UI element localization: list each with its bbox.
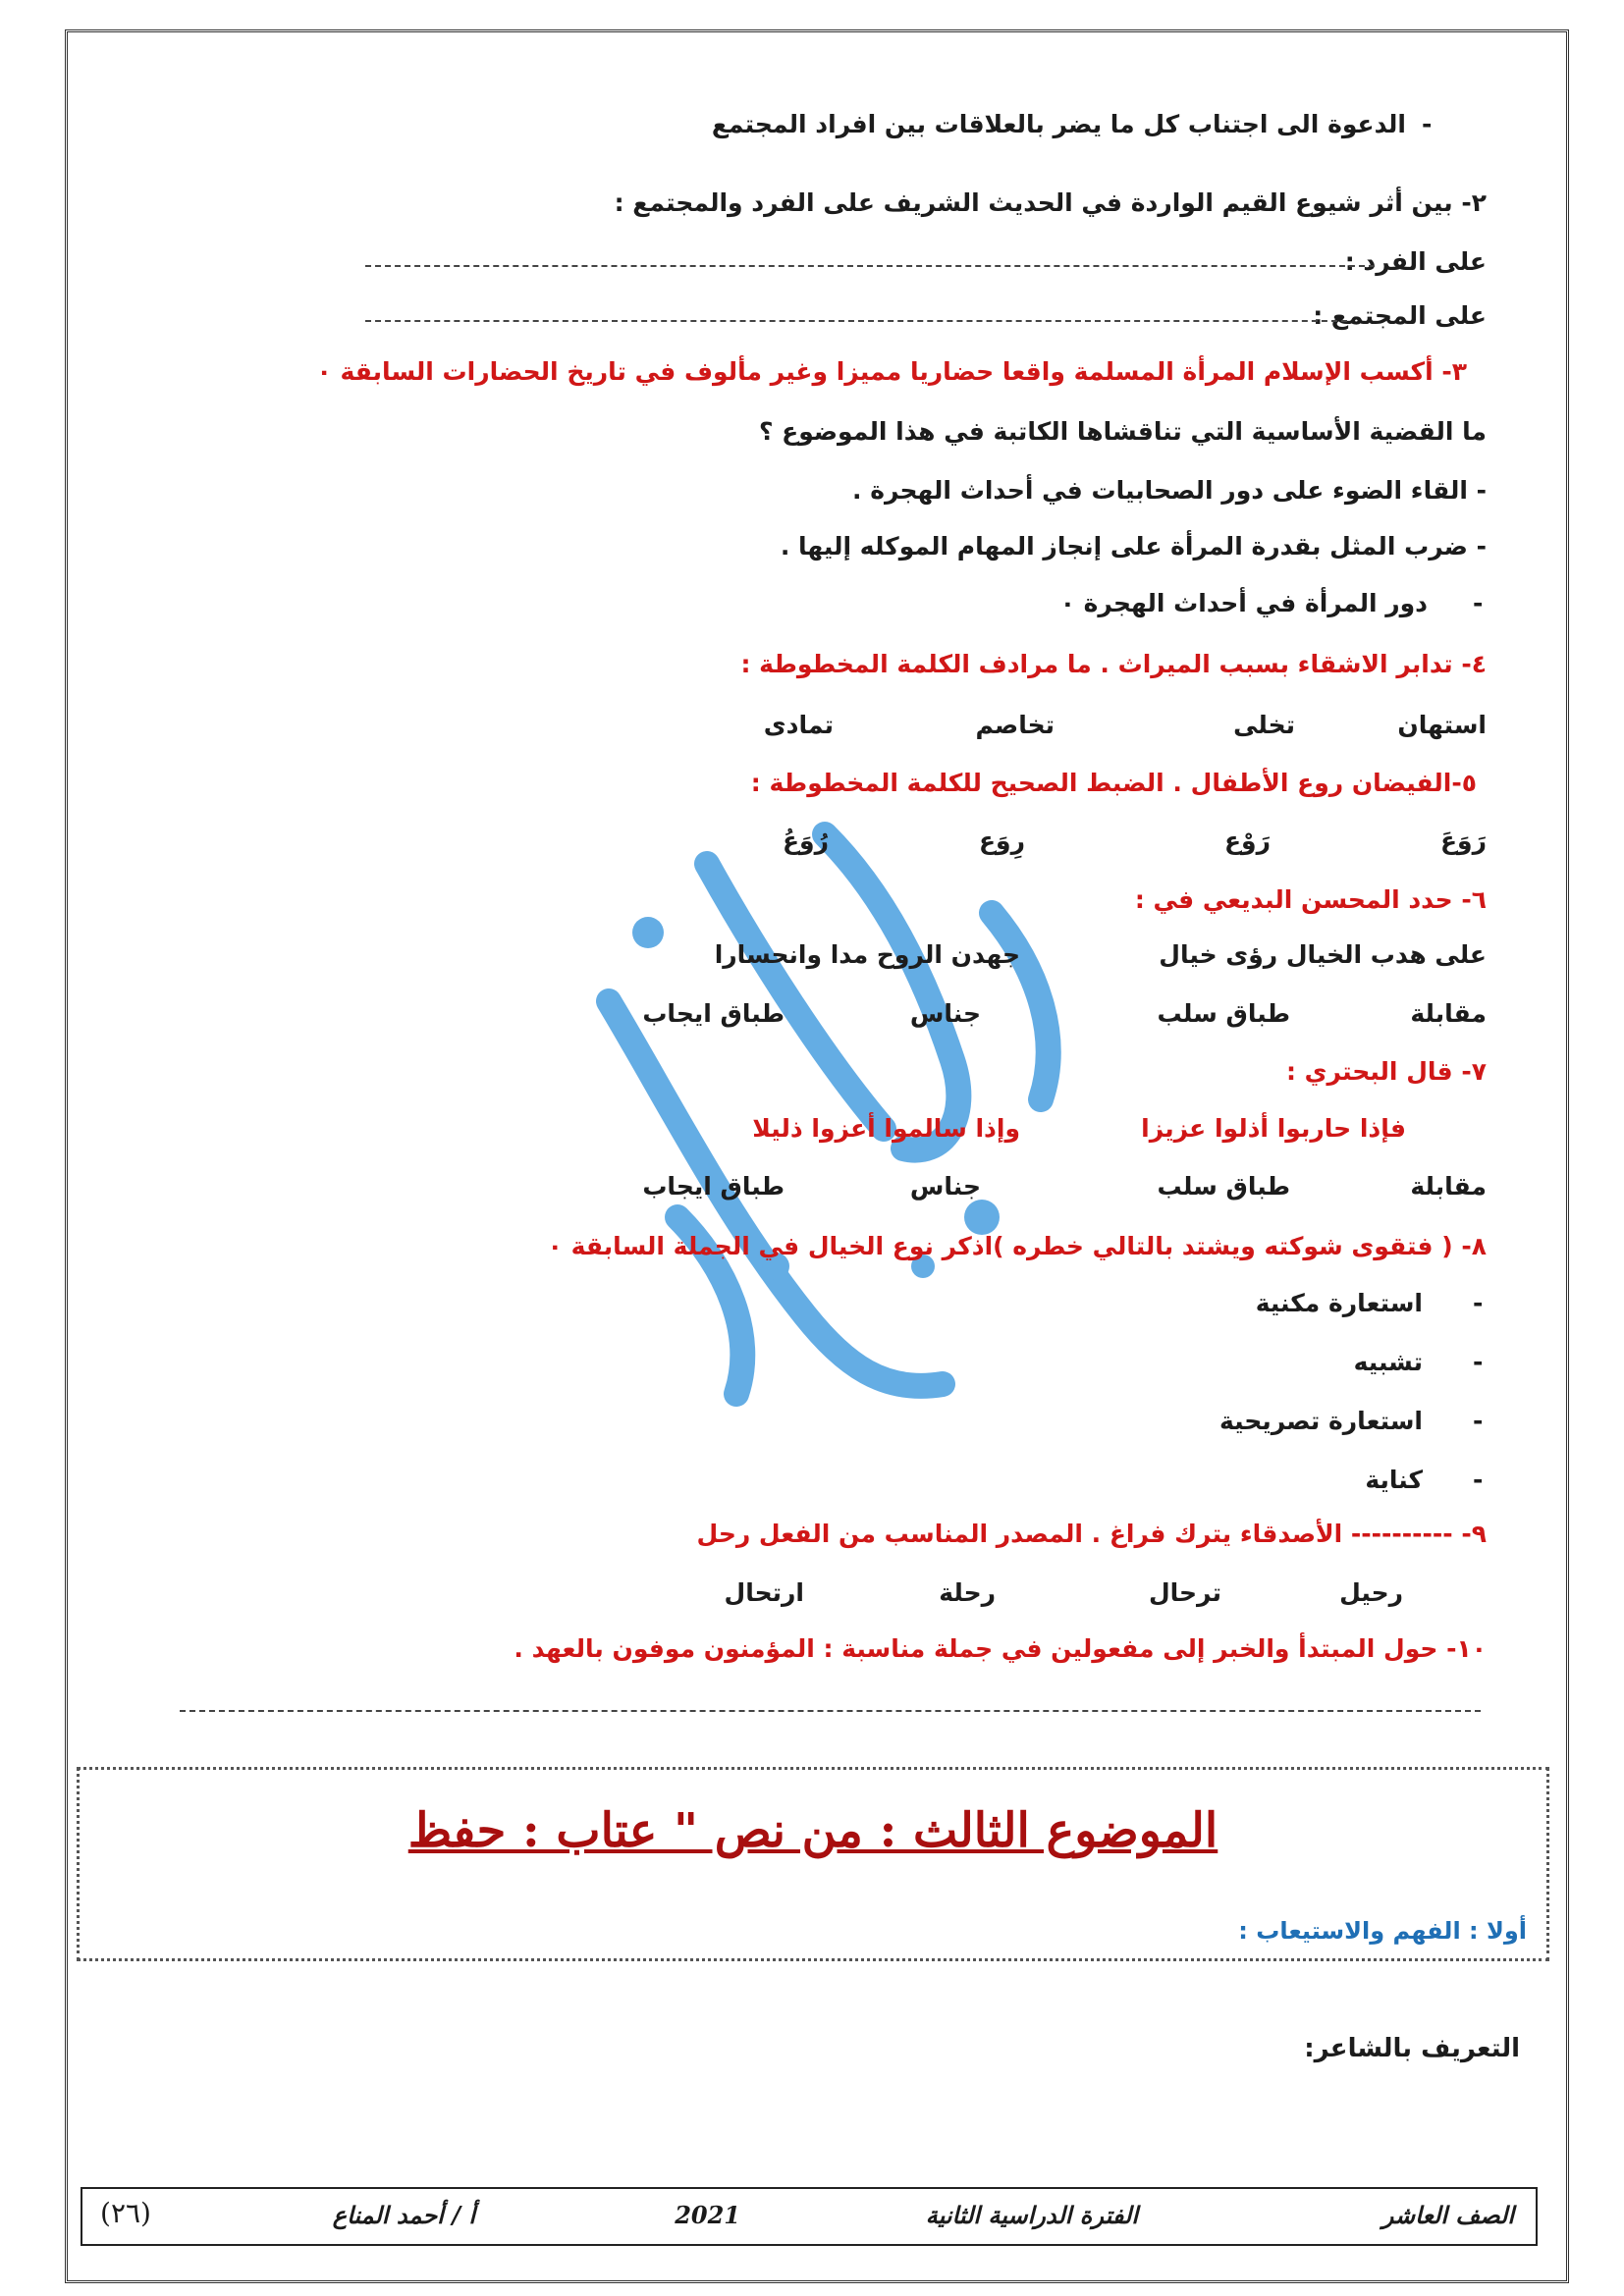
answer-line-individual bbox=[365, 265, 1375, 267]
option-3a: - القاء الضوء على دور الصحابيات في أحداث الهجرة . bbox=[852, 476, 1487, 505]
footer-grade: الصف العاشر bbox=[1381, 2201, 1514, 2229]
q8-option: استعارة مكنية bbox=[1255, 1289, 1423, 1317]
separator-line bbox=[180, 1710, 1481, 1712]
poet-intro-heading: التعريف بالشاعر: bbox=[1304, 2034, 1520, 2063]
footer-page-number: (٢٦) bbox=[100, 2197, 151, 2229]
line-society-relations: الدعوة الى اجتناب كل ما يضر بالعلاقات بين افراد المجتمع bbox=[711, 110, 1406, 138]
question-7: ٧- قال البحتري : bbox=[1285, 1057, 1487, 1086]
option-3b: - ضرب المثل بقدرة المرأة على إنجاز المهام الموكله إليها . bbox=[780, 532, 1487, 561]
q9-option: ارتحال bbox=[724, 1578, 804, 1607]
q5-option: رَوْع bbox=[1223, 827, 1271, 855]
q9-option: رحيل bbox=[1339, 1578, 1403, 1607]
question-3: ٣- أكسب الإسلام المرأة المسلمة واقعا حضاريا مميزا وغير مألوف في تاريخ الحضارات السابقة ٠ bbox=[316, 357, 1467, 386]
bullet: - bbox=[1473, 1348, 1484, 1376]
q9-option: ترحال bbox=[1148, 1578, 1221, 1607]
bullet: - bbox=[1422, 110, 1433, 138]
question-4: ٤- تدابر الاشقاء بسبب الميراث . ما مرادف الكلمة المخطوطة : bbox=[740, 650, 1487, 678]
q5-option: رُوَعُ bbox=[782, 827, 829, 855]
question-6: ٦- حدد المحسن البديعي في : bbox=[1134, 885, 1487, 914]
question-3-sub: ما القضية الأساسية التي تناقشاها الكاتبة في هذا الموضوع ؟ bbox=[758, 417, 1487, 446]
answer-line-society bbox=[365, 320, 1347, 322]
bullet: - bbox=[1473, 1289, 1484, 1317]
q7-option: طباق ايجاب bbox=[642, 1172, 785, 1201]
verse-7a: فإذا حاربوا أذلوا عزيزا bbox=[1141, 1114, 1406, 1143]
question-9: ٩- ---------- الأصدقاء يترك فراغ . المصدر المناسب من الفعل رحل bbox=[696, 1520, 1487, 1548]
comprehension-heading: أولا : الفهم والاستيعاب : bbox=[1238, 1917, 1527, 1945]
answer-label-individual: على الفرد : bbox=[1344, 247, 1487, 276]
q9-option: رحلة bbox=[939, 1578, 996, 1607]
q5-option: رَوَعَ bbox=[1439, 827, 1487, 855]
footer-term: الفترة الدراسية الثانية bbox=[925, 2201, 1138, 2229]
q4-option: تمادى bbox=[763, 711, 834, 739]
q4-option: تخاصم bbox=[975, 711, 1055, 739]
verse-6b: جهدن الروح مدا وانحسارا bbox=[714, 940, 1020, 969]
question-2: ٢- بين أثر شيوع القيم الواردة في الحديث الشريف على الفرد والمجتمع : bbox=[614, 188, 1487, 217]
q8-option: استعارة تصريحية bbox=[1218, 1407, 1423, 1435]
q6-option: مقابلة bbox=[1410, 999, 1487, 1028]
footer-teacher: أ / أحمد المناع bbox=[332, 2201, 475, 2229]
q7-option: طباق سلب bbox=[1157, 1172, 1290, 1201]
footer-year: 2021 bbox=[675, 2201, 740, 2229]
question-5: ٥-الفيضان روع الأطفال . الضبط الصحيح للكلمة المخطوطة : bbox=[750, 769, 1477, 797]
option-3c: دور المرأة في أحداث الهجرة ٠ bbox=[1059, 589, 1428, 617]
bullet: - bbox=[1473, 589, 1484, 617]
q5-option: رِوَع bbox=[978, 827, 1025, 855]
page-footer bbox=[81, 2187, 1538, 2246]
question-10: ١٠- حول المبتدأ والخبر إلى مفعولين في جملة مناسبة : المؤمنون موفون بالعهد . bbox=[514, 1634, 1487, 1663]
q6-option: جناس bbox=[909, 999, 981, 1028]
q4-option: استهان bbox=[1397, 711, 1487, 739]
q6-option: طباق ايجاب bbox=[642, 999, 785, 1028]
topic-title: الموضوع الثالث : من نص " عتاب : حفظ bbox=[407, 1803, 1218, 1858]
answer-label-society: على المجتمع : bbox=[1313, 301, 1487, 330]
q7-option: مقابلة bbox=[1410, 1172, 1487, 1201]
q8-option: كناية bbox=[1365, 1466, 1423, 1494]
q8-option: تشبيه bbox=[1353, 1348, 1423, 1376]
bullet: - bbox=[1473, 1466, 1484, 1494]
topic-box bbox=[77, 1767, 1549, 1961]
q4-option: تخلى bbox=[1233, 711, 1295, 739]
bullet: - bbox=[1473, 1407, 1484, 1435]
verse-6a: على هدب الخيال رؤى خيال bbox=[1159, 940, 1487, 969]
q7-option: جناس bbox=[909, 1172, 981, 1201]
question-8: ٨- ( فتقوى شوكته ويشتد بالتالي خطره )اذكر نوع الخيال في الجملة السابقة ٠ bbox=[547, 1232, 1487, 1260]
verse-7b: وإذا سالموا أعزوا ذليلا bbox=[752, 1114, 1020, 1143]
q6-option: طباق سلب bbox=[1157, 999, 1290, 1028]
